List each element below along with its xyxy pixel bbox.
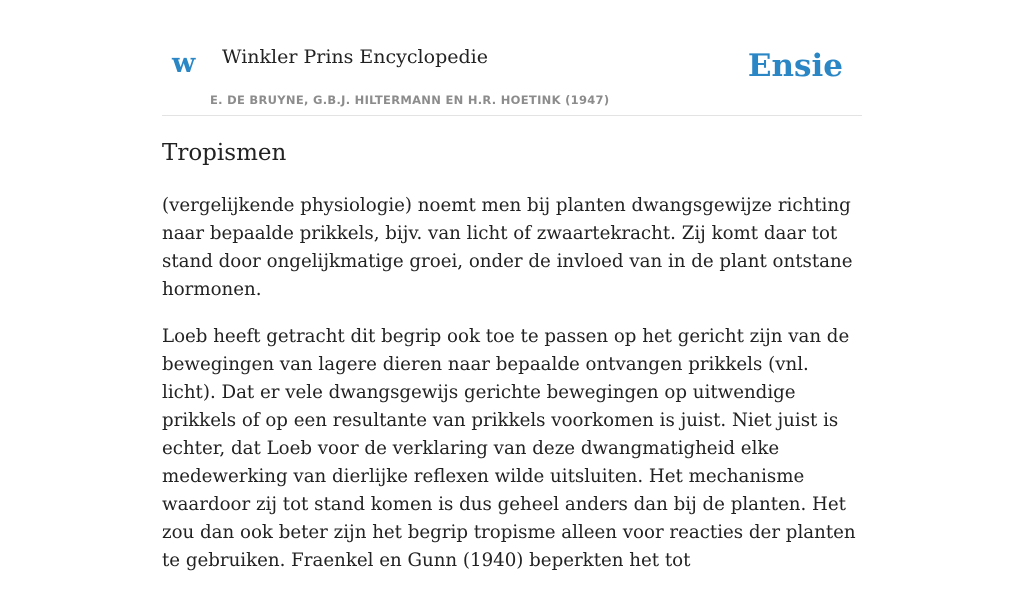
site-title[interactable]: Winkler Prins Encyclopedie xyxy=(222,46,488,68)
logo-w-icon[interactable]: w xyxy=(172,48,196,79)
article-paragraph: Loeb heeft getracht dit begrip ook toe te passen op het gericht zijn van de bewegingen van lagere dieren naar bepaalde ontvangen prikkels (vnl. licht). Dat er vele dwangsgewijs gerichte bewegingen op uitwendige prikkels of op een resultante van prikkels voorkomen is juist. Niet juist is echter, dat Loeb voor de verklaring van deze dwangmatigheid elke medewerking van dierlijke reflexen wilde uitsluiten. Het mechanisme waardoor zij tot stand komen is dus geheel anders dan bij de planten. Het zou dan ook beter zijn het begrip tropisme alleen voor reacties der planten te gebruiken. Fraenkel en Gunn (1940) beperkten het tot xyxy=(162,326,856,571)
article-title: Tropismen xyxy=(162,140,287,166)
site-header xyxy=(162,0,862,116)
ensie-logo[interactable]: Ensie xyxy=(747,48,843,84)
article-paragraph: (vergelijkende physiologie) noemt men bij planten dwangsgewijze richting naar bepaalde prikkels, bijv. van licht of zwaartekracht. Zij komt daar tot stand door ongelijkmatige groei, onder de invloed van in de plant ontstane hormonen. xyxy=(162,195,853,300)
authors-byline: E. DE BRUYNE, G.B.J. HILTERMANN EN H.R. HOETINK (1947) xyxy=(210,93,610,107)
article-body xyxy=(162,192,862,594)
